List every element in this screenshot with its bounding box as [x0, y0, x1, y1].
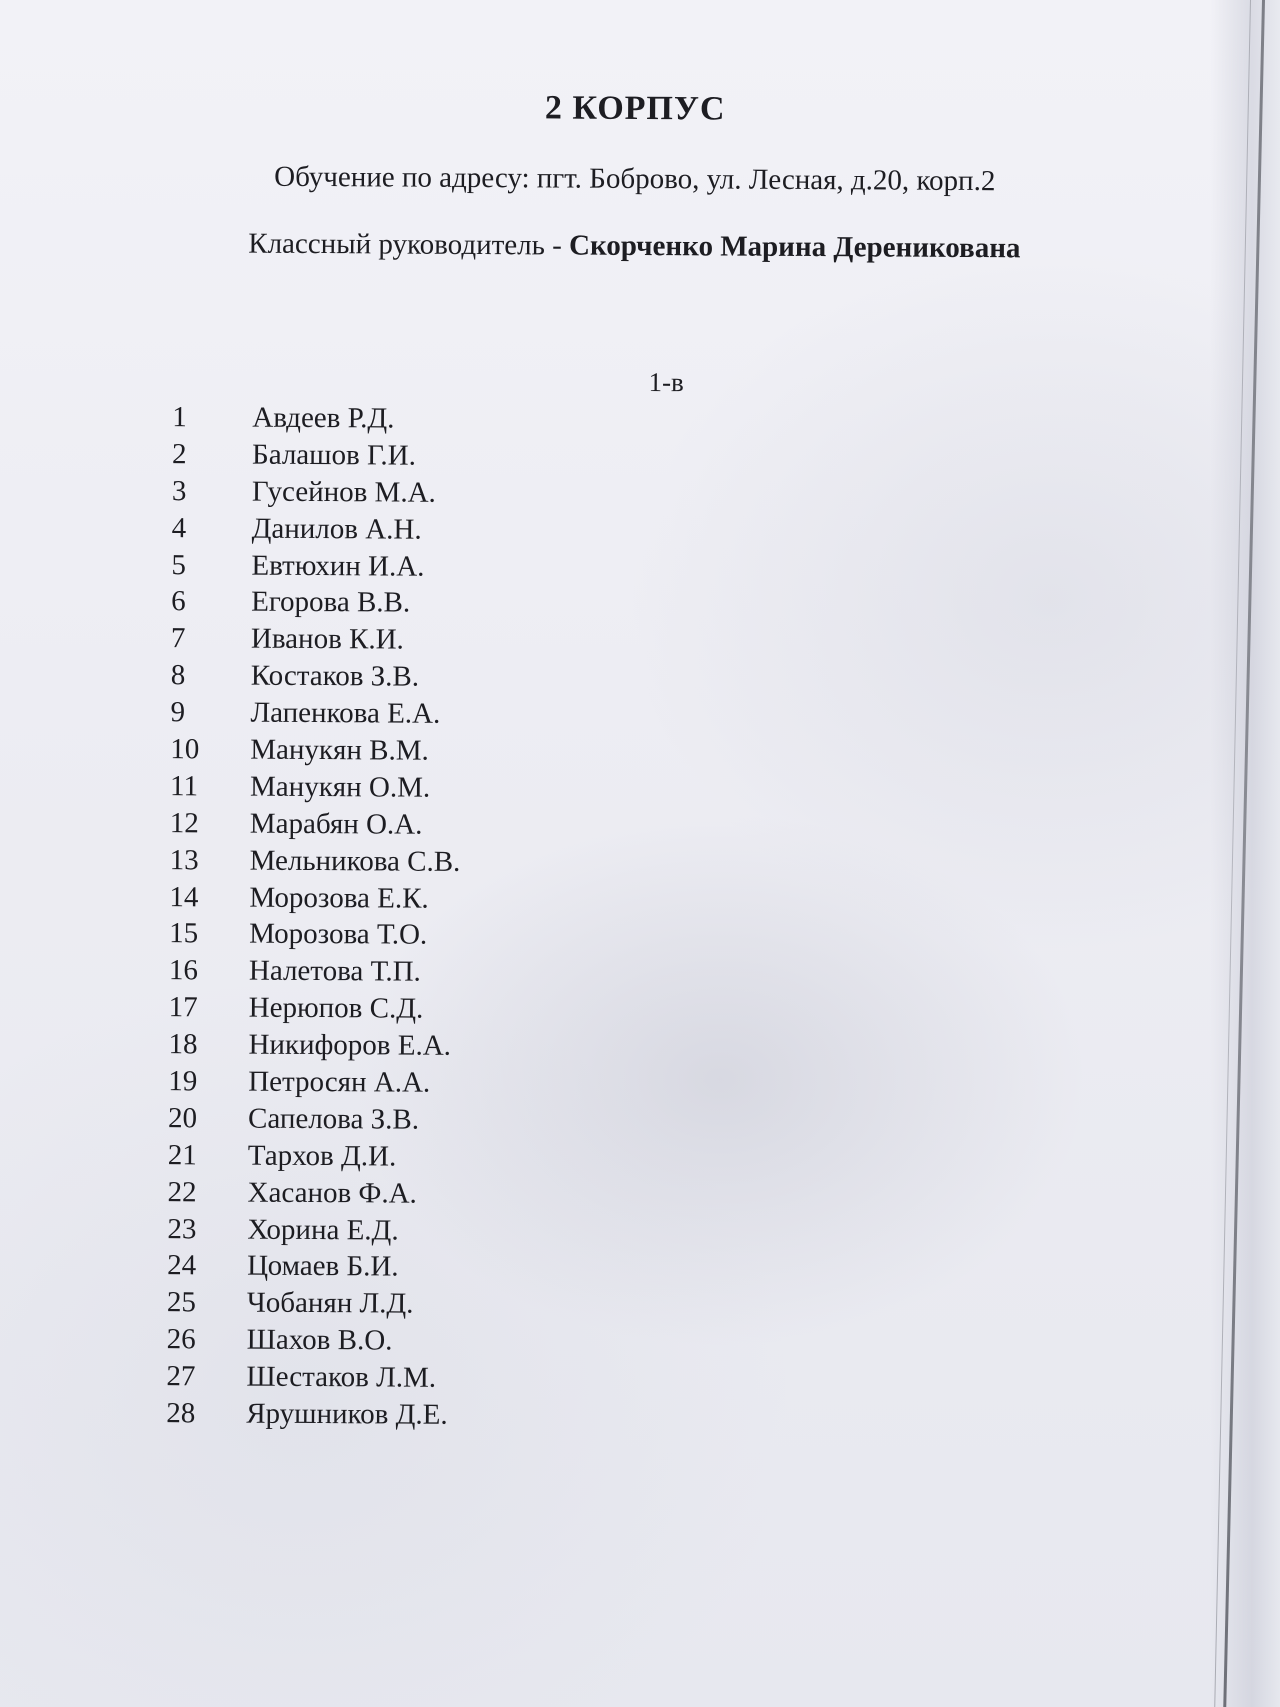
- student-row: [167, 1211, 458, 1250]
- student-row: [167, 1321, 458, 1360]
- student-row: [166, 1358, 457, 1397]
- student-row: [170, 805, 461, 844]
- student-name: Ярушников Д.Е.: [246, 1397, 448, 1431]
- student-number: 16: [168, 954, 199, 987]
- student-number: 12: [169, 806, 199, 840]
- student-row: [171, 620, 462, 659]
- student-name: Авдеев Р.Д.: [252, 401, 395, 435]
- student-number: 25: [166, 1286, 197, 1319]
- class-name: 1-в: [648, 367, 684, 398]
- student-number: 1: [172, 401, 187, 434]
- student-number: 6: [171, 585, 186, 618]
- student-name: Никифоров Е.А.: [248, 1028, 452, 1062]
- student-name: Мельникова С.В.: [249, 844, 461, 878]
- address-line: Обучение по адресу: пгт. Боброво, ул. Лесная, д.20, корп.2: [274, 160, 996, 198]
- student-name: Сапелова З.В.: [247, 1102, 420, 1136]
- student-row: [167, 1284, 458, 1323]
- teacher-label: Классный руководитель -: [248, 227, 570, 262]
- student-name: Егорова В.В.: [251, 586, 411, 619]
- student-name: Манукян В.М.: [250, 733, 429, 767]
- student-row: [168, 1137, 459, 1176]
- student-number: 26: [166, 1323, 196, 1356]
- student-number: 8: [170, 659, 186, 692]
- student-number: 17: [168, 991, 198, 1024]
- document-title: 2 КОРПУС: [544, 89, 726, 128]
- student-name: Костаков З.В.: [250, 659, 420, 693]
- student-row: [172, 510, 463, 549]
- student-name: Тархов Д.И.: [247, 1139, 397, 1173]
- student-name: Хорина Е.Д.: [247, 1213, 399, 1247]
- student-number: 3: [171, 474, 187, 507]
- student-name: Морозова Е.К.: [249, 881, 429, 915]
- student-row: [169, 916, 460, 955]
- student-row: [169, 952, 460, 991]
- student-number: 27: [166, 1360, 196, 1393]
- student-name: Марабян О.А.: [249, 807, 423, 841]
- student-name: Балашов Г.И.: [252, 438, 417, 472]
- student-list: [166, 399, 463, 1434]
- student-number: 28: [166, 1397, 196, 1430]
- student-number: 9: [170, 696, 186, 729]
- student-row: [171, 584, 462, 623]
- student-row: [169, 879, 460, 918]
- student-number: 20: [167, 1101, 198, 1135]
- student-number: 19: [168, 1065, 198, 1098]
- student-row: [170, 694, 461, 733]
- student-row: [166, 1395, 457, 1434]
- student-row: [171, 547, 462, 586]
- student-row: [167, 1174, 458, 1213]
- student-name: Налетова Т.П.: [248, 954, 421, 988]
- student-number: 7: [170, 622, 186, 655]
- student-name: Лапенкова Е.А.: [250, 696, 441, 730]
- student-number: 15: [169, 917, 199, 950]
- student-number: 18: [168, 1028, 198, 1061]
- student-number: 11: [169, 769, 199, 803]
- student-row: [168, 1063, 459, 1102]
- student-name: Шестаков Л.М.: [246, 1360, 437, 1394]
- student-number: 2: [172, 437, 187, 471]
- teacher-name: Скорченко Марина Дереникована: [568, 229, 1021, 265]
- student-row: [170, 731, 461, 770]
- student-row: [167, 1248, 458, 1287]
- student-number: 21: [167, 1138, 197, 1172]
- student-number: 4: [171, 511, 187, 544]
- student-name: Гусейнов М.А.: [251, 475, 436, 509]
- student-row: [172, 436, 463, 475]
- student-name: Манукян О.М.: [249, 770, 431, 804]
- student-name: Чобанян Л.Д.: [246, 1286, 414, 1320]
- student-number: 23: [167, 1212, 197, 1245]
- student-row: [168, 1100, 459, 1139]
- teacher-line: [3, 226, 1265, 267]
- student-name: Хасанов Ф.А.: [247, 1176, 417, 1210]
- student-name: Цомаев Б.И.: [247, 1250, 399, 1283]
- student-number: 14: [169, 880, 199, 913]
- student-name: Шахов В.О.: [246, 1323, 393, 1357]
- student-row: [172, 473, 463, 512]
- student-name: Нерюпов С.Д.: [248, 991, 424, 1025]
- student-name: Евтюхин И.А.: [251, 549, 425, 583]
- student-name: Данилов А.Н.: [251, 512, 422, 546]
- student-number: 24: [167, 1249, 197, 1282]
- student-number: 5: [171, 548, 187, 581]
- student-row: [169, 989, 460, 1028]
- student-row: [171, 657, 462, 696]
- student-number: 10: [170, 733, 200, 766]
- student-row: [170, 842, 461, 881]
- student-name: Иванов К.И.: [250, 622, 404, 656]
- student-row: [172, 399, 463, 438]
- student-number: 13: [169, 843, 199, 876]
- student-name: Петросян А.А.: [248, 1065, 431, 1099]
- student-name: Морозова Т.О.: [249, 918, 428, 952]
- student-row: [168, 1026, 459, 1065]
- student-number: 22: [167, 1175, 197, 1208]
- student-row: [170, 768, 461, 807]
